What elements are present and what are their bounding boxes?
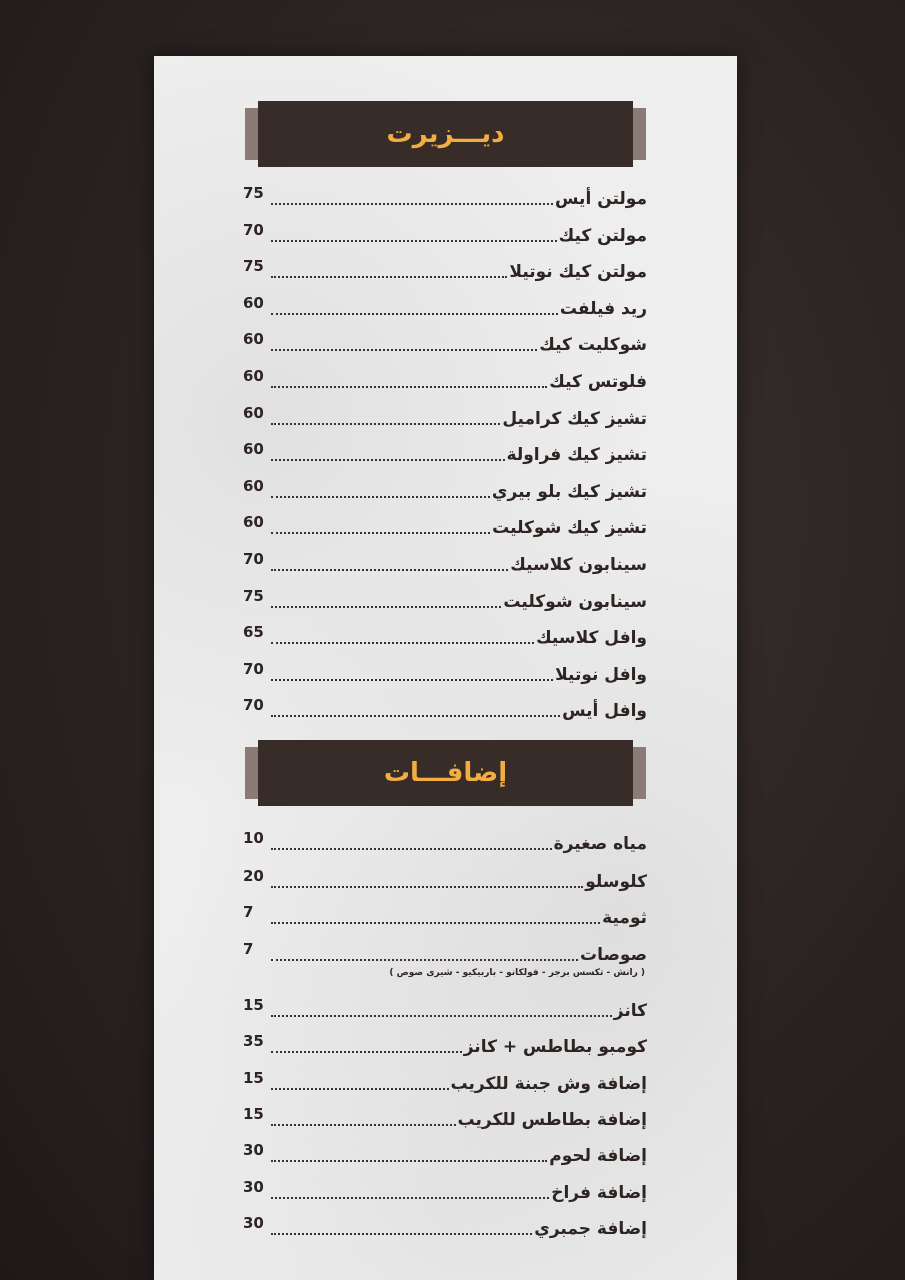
- menu-item: [243, 829, 647, 855]
- menu-item-name: إضافة لحوم: [549, 1146, 647, 1166]
- menu-item-price: 15: [243, 1105, 264, 1123]
- menu-item: [243, 440, 647, 466]
- dot-leader: [271, 679, 553, 681]
- menu-item: [243, 1105, 647, 1131]
- menu-item: [243, 587, 647, 613]
- menu-item-price: 30: [243, 1214, 264, 1232]
- menu-item: [243, 1214, 647, 1240]
- menu-item: [243, 367, 647, 393]
- menu-item-name: سينابون كلاسيك: [510, 555, 647, 575]
- dot-leader: [271, 922, 600, 924]
- menu-item: [243, 1069, 647, 1095]
- menu-item-price: 70: [243, 220, 264, 239]
- menu-item-name: ثومية: [602, 908, 647, 928]
- menu-item-name: مولتن كيك: [558, 225, 647, 246]
- header-box: [258, 101, 633, 167]
- menu-item: [243, 940, 647, 966]
- dot-leader: [271, 276, 507, 278]
- menu-item-price: 70: [243, 696, 264, 715]
- menu-item-price: 20: [243, 867, 264, 885]
- menu-item-price: 75: [243, 257, 264, 276]
- menu-item-name: تشيز كيك بلو بيري: [491, 481, 647, 502]
- menu-item-name: إضافة بطاطس للكريب: [457, 1110, 647, 1130]
- menu-item-price: 35: [243, 1032, 264, 1050]
- menu-item-price: 70: [243, 659, 264, 678]
- menu-item-name: كلوسلو: [585, 872, 647, 892]
- dot-leader: [271, 642, 534, 644]
- menu-item-name: ريد فيلفت: [559, 298, 647, 319]
- menu-item: [243, 660, 647, 686]
- menu-item-price: 75: [243, 184, 264, 202]
- menu-item-name: فلوتس كيك: [549, 372, 647, 392]
- dot-leader: [271, 886, 583, 888]
- menu-item: [243, 221, 647, 247]
- dot-leader: [271, 1160, 547, 1162]
- dot-leader: [271, 532, 490, 534]
- dot-leader: [271, 1051, 462, 1053]
- dot-leader: [271, 715, 560, 717]
- sauces-note: ( رانش - تكسس برجر - فولكانو - باربيكيو - شيرى صوص ): [389, 968, 645, 978]
- menu-item-price: 10: [243, 829, 264, 847]
- menu-item: [243, 330, 647, 356]
- dot-leader: [271, 240, 557, 242]
- menu-item: [243, 1178, 647, 1204]
- menu-item-price: 65: [243, 623, 264, 642]
- menu-item: [243, 550, 647, 576]
- menu-item-price: 7: [243, 903, 254, 921]
- menu-item-name: إضافة فراخ: [551, 1183, 647, 1203]
- dot-leader: [271, 569, 508, 571]
- menu-item: [243, 404, 647, 430]
- menu-item-name: وافل كلاسيك: [536, 628, 647, 649]
- menu-item-price: 15: [243, 1069, 264, 1087]
- menu-item-name: صوصات: [580, 945, 647, 965]
- dot-leader: [271, 203, 553, 205]
- menu-item-price: 60: [243, 403, 264, 422]
- menu-item-name: شوكليت كيك: [539, 335, 647, 356]
- menu-item: [243, 867, 647, 893]
- menu-item-price: 30: [243, 1141, 264, 1159]
- desserts-header: [245, 101, 646, 167]
- menu-item-price: 60: [243, 476, 264, 495]
- menu-item: [243, 696, 647, 722]
- menu-item-price: 15: [243, 996, 264, 1014]
- dot-leader: [271, 606, 501, 608]
- dot-leader: [271, 313, 558, 315]
- menu-item: [243, 996, 647, 1022]
- dot-leader: [271, 1015, 612, 1017]
- menu-item-name: كانز: [613, 1001, 647, 1021]
- menu-item-price: 70: [243, 550, 264, 568]
- dot-leader: [271, 848, 552, 850]
- menu-item-price: 60: [243, 513, 264, 532]
- menu-item-price: 60: [243, 330, 264, 349]
- dot-leader: [271, 1233, 532, 1235]
- menu-item-name: تشيز كيك فراولة: [506, 445, 647, 466]
- menu-item-name: سينابون شوكليت: [503, 591, 647, 612]
- desserts-title: ديـــزيرت: [386, 119, 505, 149]
- menu-item: [243, 1141, 647, 1167]
- menu-item: [243, 477, 647, 503]
- menu-item: [243, 903, 647, 929]
- menu-item: [243, 257, 647, 283]
- menu-item-price: 30: [243, 1178, 264, 1196]
- menu-item-name: تشيز كيك شوكليت: [492, 518, 647, 539]
- extras-title: إضافـــات: [383, 758, 508, 788]
- menu-item-price: 75: [243, 586, 264, 605]
- header-box: [258, 740, 633, 806]
- menu-item-name: وافل أيس: [562, 701, 647, 722]
- menu-item: [243, 184, 647, 210]
- dot-leader: [271, 423, 500, 425]
- dot-leader: [271, 386, 547, 388]
- menu-item-name: تشيز كيك كراميل: [502, 408, 647, 429]
- menu-item-name: مولتن أيس: [555, 189, 647, 209]
- menu-item-price: 7: [243, 940, 254, 958]
- menu-item-price: 60: [243, 440, 264, 459]
- menu-item: [243, 513, 647, 539]
- dot-leader: [271, 1088, 449, 1090]
- extras-header: [245, 740, 646, 806]
- dot-leader: [271, 1124, 456, 1126]
- menu-item-name: كومبو بطاطس + كانز: [463, 1037, 647, 1057]
- menu-item-name: مياه صغيرة: [553, 834, 647, 854]
- menu-item: [243, 294, 647, 320]
- menu-item-name: وافل نوتيلا: [555, 664, 647, 685]
- menu-item-price: 60: [243, 293, 264, 312]
- menu-item: [243, 1032, 647, 1058]
- menu-item-name: مولتن كيك نوتيلا: [509, 262, 647, 283]
- menu-item-name: إضافة وش جبنة للكريب: [450, 1074, 647, 1094]
- menu-item-price: 60: [243, 367, 264, 385]
- dot-leader: [271, 349, 537, 351]
- menu-item-name: إضافة جمبري: [534, 1219, 647, 1239]
- dot-leader: [271, 959, 578, 961]
- menu-item: [243, 623, 647, 649]
- dot-leader: [271, 459, 505, 461]
- dot-leader: [271, 496, 490, 498]
- dot-leader: [271, 1197, 549, 1199]
